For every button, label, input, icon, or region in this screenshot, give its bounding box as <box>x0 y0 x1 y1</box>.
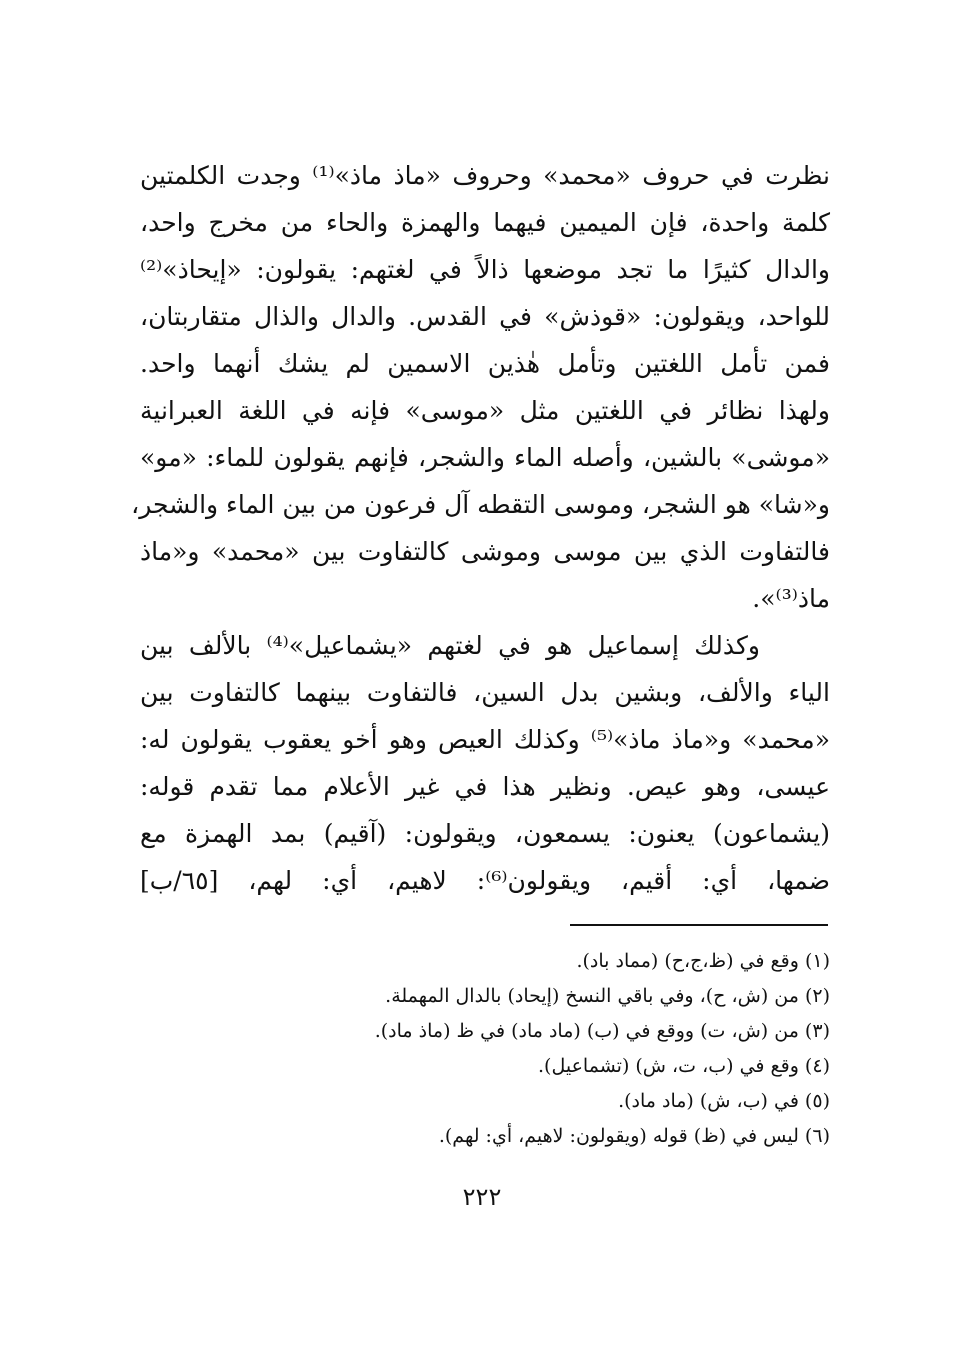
footnote: (٣) من (ش، ت) ووقع في (ب) (ماد ماد) في ظ (ماذ ماد). <box>374 1020 830 1042</box>
footnote: (٦) ليس في (ظ) قوله (ويقولون: لاهيم، أي: لهم). <box>438 1125 830 1147</box>
text-line: وكذلك إسماعيل هو في لغتهم «يشماعيل»⁽⁴⁾ بالألف بين <box>140 631 760 660</box>
footnote: (٥) في (ب، ش) (ماد ماد). <box>618 1090 830 1112</box>
paragraph-2 <box>140 622 830 904</box>
text-line: فمن تأمل اللغتين وتأمل هٰذين الاسمين لم يشك أنهما واحد. <box>140 349 830 378</box>
footnote: (٤) وقع في (ب، ت، ش) (تشماعيل). <box>538 1055 830 1077</box>
text-line: نظرت في حروف «محمد» وحروف «ماذ ماذ»⁽¹⁾ وجدت الكلمتين <box>140 161 830 190</box>
footnote: (١) وقع في (ظ،ج،ح) (مماد باد). <box>576 950 830 972</box>
text-line: والدال كثيرًا ما تجد موضعها ذالاً في لغتهم: يقولون: «إيحاذ»⁽²⁾ <box>140 255 830 284</box>
text-line: «موشى» بالشين، وأصله الماء والشجر، فإنهم يقولون للماء: «مو» <box>140 443 830 472</box>
paragraph-1 <box>131 152 830 622</box>
text-line: «محمد» و«ماذ ماذ»⁽⁵⁾ وكذلك العيص وهو أخو يعقوب يقولون له: <box>140 725 830 754</box>
text-line: (يشماعون) يعنون: يسمعون، ويقولون: (آقيم) بمد الهمزة مع <box>140 819 830 848</box>
page-number: ٢٢٢ <box>462 1183 502 1211</box>
text-line: ولهذا نظائر في اللغتين مثل «موسى» فإنه في اللغة العبرانية <box>140 396 830 425</box>
footnote: (٢) من (ش، ح)، وفي باقي النسخ (إيحاد) بالدال المهملة. <box>385 985 830 1007</box>
text-line: الياء والألف، وبشين بدل السين، فالتفاوت بينهما كالتفاوت بين <box>140 678 830 707</box>
footnote-separator <box>570 924 828 926</box>
footnotes <box>200 944 830 1154</box>
text-line: و«شا» هو الشجر، وموسى التقطه آل فرعون من بين الماء والشجر، <box>131 490 830 519</box>
text-line: كلمة واحدة، فإن الميمين فيهما والهمزة والحاء من مخرج واحد، <box>140 208 830 237</box>
text-line: ضمها، أي: أقيم، ويقولون⁽⁶⁾: لاهيم، أي: لهم، [٦٥/ب] <box>140 866 830 895</box>
text-line: للواحد، ويقولون: «قوذش» في القدس. والدال والذال متقاربتان، <box>140 302 830 331</box>
text-line: عيسى، وهو عيص. ونظير هذا في غير الأعلام مما تقدم قوله: <box>140 772 830 801</box>
text-line: ماذ⁽³⁾». <box>752 584 830 613</box>
text-line: فالتفاوت الذي بين موسى وموشى كالتفاوت بين «محمد» و«ماذ <box>140 537 830 566</box>
